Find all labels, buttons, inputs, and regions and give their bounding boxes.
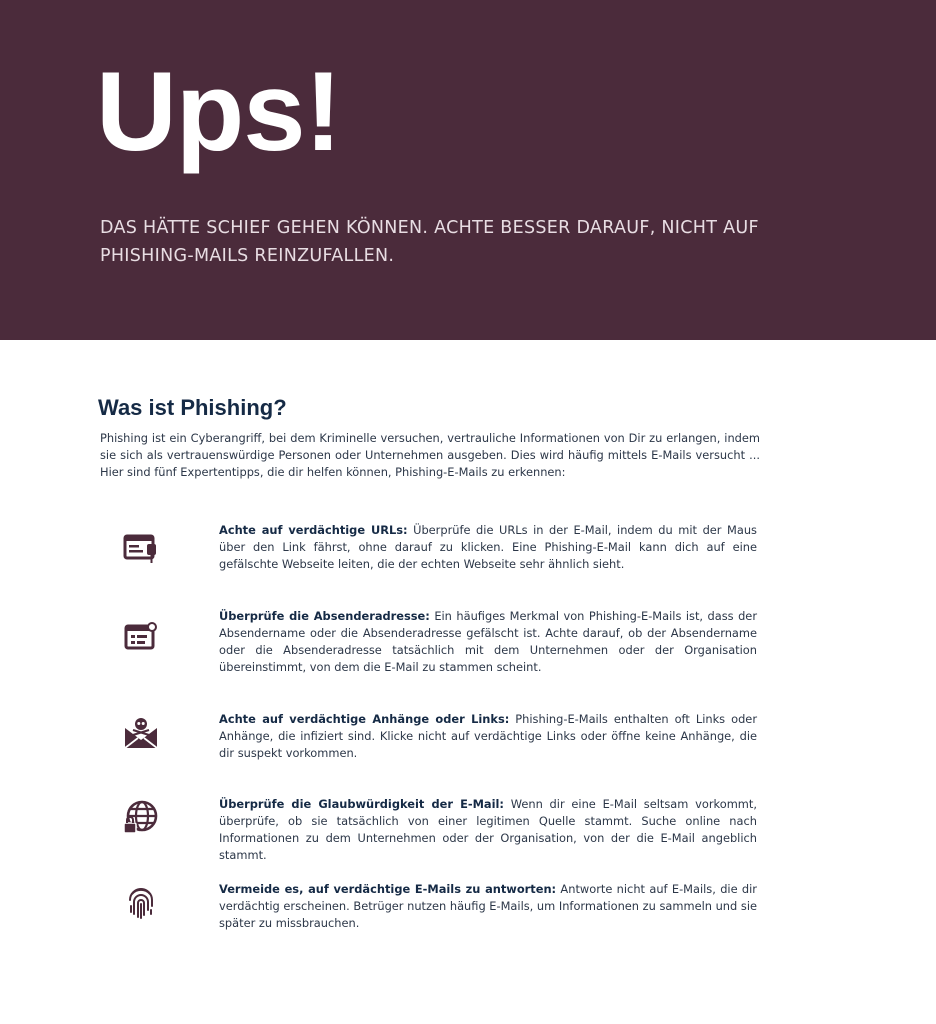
tip-text (219, 522, 757, 573)
hero-title: Ups! (96, 49, 341, 174)
section-title: Was ist Phishing? (98, 395, 287, 420)
tip-text (219, 881, 757, 932)
tip-body: Antworte nicht auf E-Mails, die dir verdächtig erscheinen. Betrüger nutzen häufig E-Mails, um Informationen zu sammeln und sie später zu missbrauchen. (219, 882, 757, 930)
hero-banner (0, 0, 936, 340)
tip-text (219, 796, 757, 864)
browser-link-icon (122, 530, 160, 568)
tip-text (219, 711, 757, 762)
tip-heading: Überprüfe die Absenderadresse: (219, 609, 430, 623)
tip-body: Überprüfe die URLs in der E-Mail, indem du mit der Maus über den Link fährst, ohne darauf zu klicken. Eine Phishing-E-Mail kann dich auf eine gefälschte Webseite leiten, die der echten Webseite sehr ähnlich sieht. (219, 523, 757, 571)
globe-lock-icon (122, 798, 160, 836)
tip-heading: Überprüfe die Glaubwürdigkeit der E-Mail: (219, 797, 504, 811)
sender-check-icon (122, 618, 160, 656)
intro-paragraph: Phishing ist ein Cyberangriff, bei dem Kriminelle versuchen, vertrauliche Informationen von Dir zu erlangen, indem sie sich als vertrauenswürdige Personen oder Unternehmen ausgeben. Dies wird häufig mittels E-Mails versucht ... Hier sind fünf Expertentipps, die dir helfen können, Phishing-E-Mails zu erkennen: (100, 431, 760, 479)
hero-subtitle: DAS HÄTTE SCHIEF GEHEN KÖNNEN. ACHTE BESSER DARAUF, NICHT AUF PHISHING-MAILS REINZUFALLEN. (100, 218, 759, 266)
tip-body: Ein häufiges Merkmal von Phishing-E-Mails ist, dass der Absendername oder die Absenderadresse gefälscht ist. Achte darauf, ob der Absendername oder die Absenderadresse tatsächlich mit dem Unternehmen oder der Organisation übereinstimmt, von dem die E-Mail zu stammen scheint. (219, 609, 758, 674)
skull-envelope-icon (122, 714, 160, 752)
tip-body: Phishing-E-Mails enthalten oft Links oder Anhänge, die infiziert sind. Klicke nicht auf verdächtige Links oder öffne keine Anhänge, die dir suspekt vorkommen. (219, 712, 758, 760)
tip-body: Wenn dir eine E-Mail seltsam vorkommt, überprüfe, ob sie tatsächlich von einer legitimen Quelle stammt. Suche online nach Informationen zu dem Unternehmen oder der Organisation, von der die E-Mail angeblich stammt. (219, 797, 757, 862)
tip-text (219, 608, 757, 676)
tip-heading: Vermeide es, auf verdächtige E-Mails zu antworten: (219, 882, 557, 896)
tip-heading: Achte auf verdächtige Anhänge oder Links: (219, 712, 510, 726)
fingerprint-icon (122, 884, 160, 922)
tip-heading: Achte auf verdächtige URLs: (219, 523, 408, 537)
